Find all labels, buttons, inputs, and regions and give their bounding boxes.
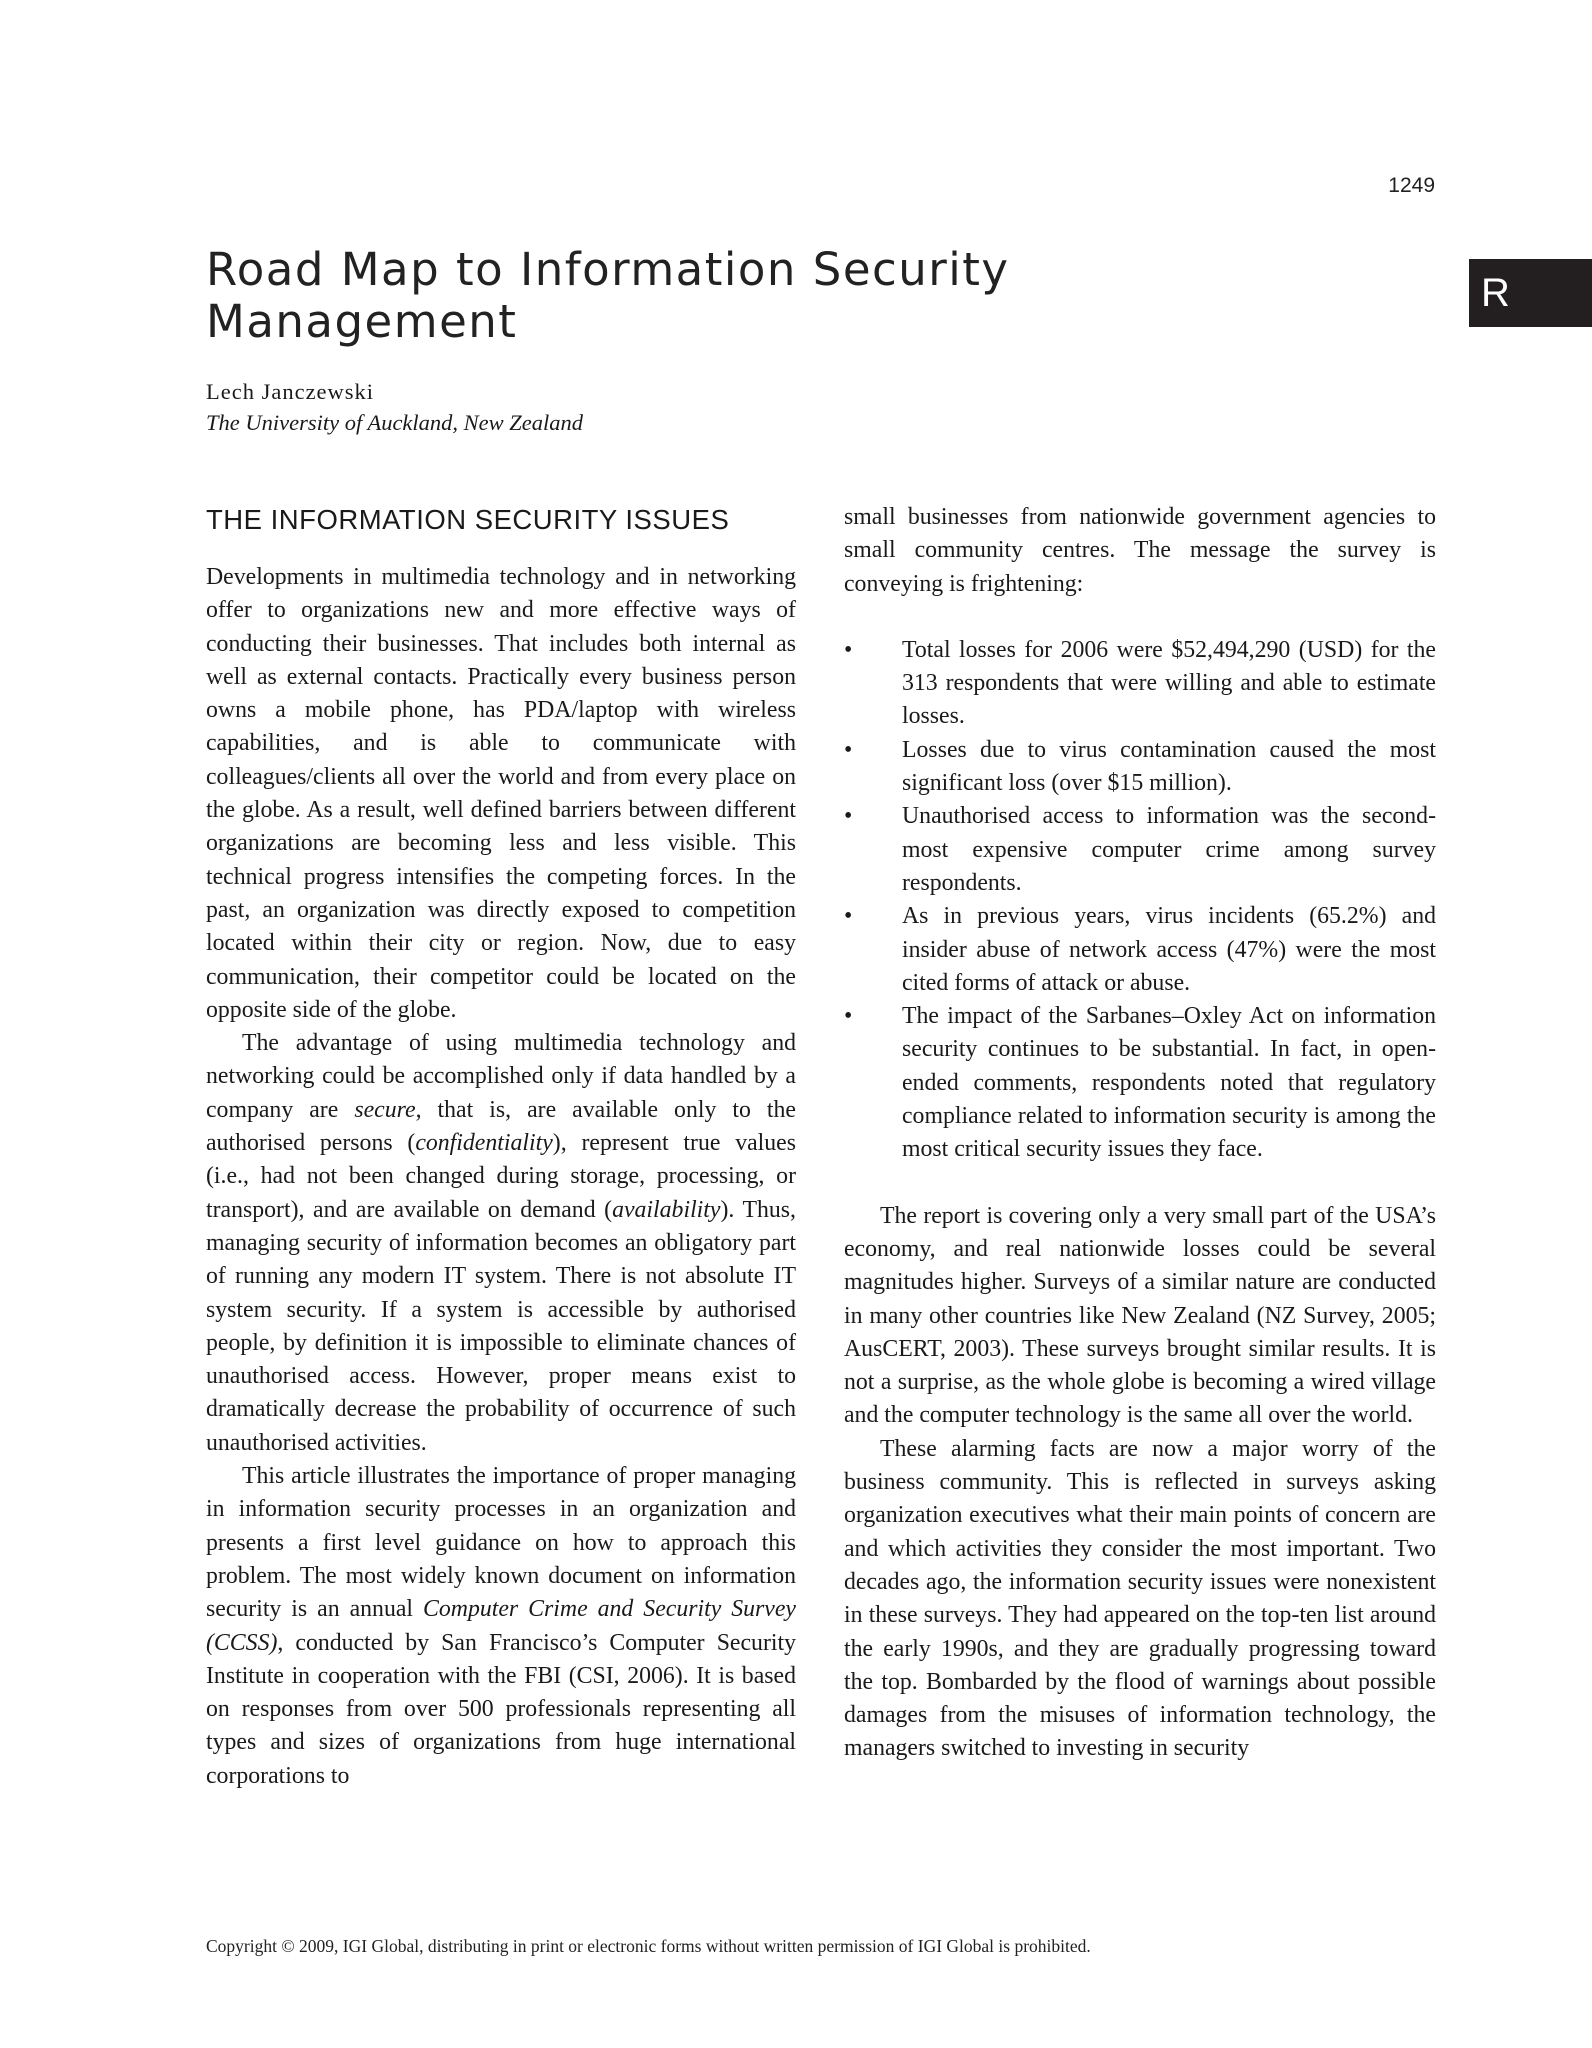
list-item: • Total losses for 2006 were $52,494,290 (USD) for the 313 respondents that were willing and able to estimate losses. — [844, 634, 1436, 734]
section-heading: THE INFORMATION SECURITY ISSUES — [206, 504, 730, 535]
survey-findings-list — [844, 634, 1436, 1167]
list-item: • As in previous years, virus incidents (65.2%) and insider abuse of network access (47%) were the most cited forms of attack or abuse. — [844, 900, 1436, 1000]
left-column — [206, 500, 796, 1793]
emphasis: confidentiality — [415, 1130, 553, 1157]
author-name: Lech Janczewski — [206, 379, 375, 404]
survey-title: Computer Crime and Security Survey (CCSS) — [206, 1596, 796, 1656]
copyright-footer: Copyright © 2009, IGI Global, distributing in print or electronic forms without written permission of IGI Global is prohibited. — [206, 1936, 1091, 1956]
paragraph: The advantage of using multimedia technology and networking could be accomplished only if data handled by a company are secure, that is, are available only to the authorised persons (confidentiality), represent true values (i.e., had not been changed during storage, processing, or transport), and are available on demand (availability). Thus, managing security of information becomes an obligatory part of running any modern IT system. There is not absolute IT system security. If a system is accessible by authorised people, by definition it is impossible to eliminate chances of unauthorised access. However, proper means exist to dramatically decrease the probability of occurrence of such unauthorised activities. — [206, 1030, 797, 1456]
paragraph: small businesses from nationwide government agencies to small community centres. The message the survey is conveying is frightening: — [844, 504, 1436, 597]
bullet-icon: • — [844, 636, 853, 663]
emphasis: secure — [354, 1096, 416, 1123]
paragraph: These alarming facts are now a major worry of the business community. This is reflected in surveys asking organization executives what their main points of concern are and which activities they consider the most important. Two decades ago, the information security issues were nonexistent in these surveys. They had appeared on the top-ten list around the early 1990s, and they are gradually progressing toward the top. Bombarded by the flood of warnings about possible damages from the misuses of information technology, the managers switched to investing in security — [844, 1435, 1436, 1762]
article-title: Road Map to Information Security Management — [206, 243, 1010, 348]
section-letter-tab: R — [1469, 259, 1592, 327]
list-item: • The impact of the Sarbanes–Oxley Act on information security continues to be substantial. In fact, in open-ended comments, respondents noted that regulatory compliance related to information security is among the most critical security issues they face. — [844, 1000, 1436, 1166]
paragraph: The report is covering only a very small part of the USA’s economy, and real nationwide losses could be several magnitudes higher. Surveys of a similar nature are conducted in many other countries like New Zealand (NZ Survey, 2005; AusCERT, 2003). These surveys brought similar results. It is not a surprise, as the whole globe is becoming a wired village and the computer technology is the same all over the world. — [844, 1202, 1436, 1429]
bullet-icon: • — [844, 1003, 853, 1030]
bullet-icon: • — [844, 736, 853, 763]
emphasis: availability — [612, 1196, 721, 1223]
bullet-icon: • — [844, 803, 853, 830]
right-column — [844, 501, 1436, 1766]
paragraph: Developments in multimedia technology and in networking offer to organizations new and more effective ways of conducting their businesses. That includes both internal as well as external contacts. Practically every business person owns a mobile phone, has PDA/laptop with wireless capabilities, and is able to communicate with colleagues/clients all over the world and from every place on the globe. As a result, well defined barriers between different organizations are becoming less and less visible. This technical progress intensifies the competing forces. In the past, an organization was directly exposed to competition located within their city or region. Now, due to easy communication, their competitor could be located on the opposite side of the globe. — [206, 564, 796, 1023]
list-item: • Unauthorised access to information was the second-most expensive computer crime among survey respondents. — [844, 800, 1436, 900]
list-item: • Losses due to virus contamination caused the most significant loss (over $15 million). — [844, 734, 1436, 801]
paragraph: This article illustrates the importance of proper managing in information security processes in an organization and presents a first level guidance on how to approach this problem. The most widely known document on information security is an annual Computer Crime and Security Survey (CCSS), conducted by San Francisco’s Computer Security Institute in cooperation with the FBI (CSI, 2006). It is based on responses from over 500 professionals representing all types and sizes of organizations from huge international corporations to — [206, 1463, 796, 1789]
page-number: 1249 — [1388, 174, 1435, 197]
author-affiliation: The University of Auckland, New Zealand — [206, 410, 584, 435]
bullet-icon: • — [844, 903, 853, 930]
